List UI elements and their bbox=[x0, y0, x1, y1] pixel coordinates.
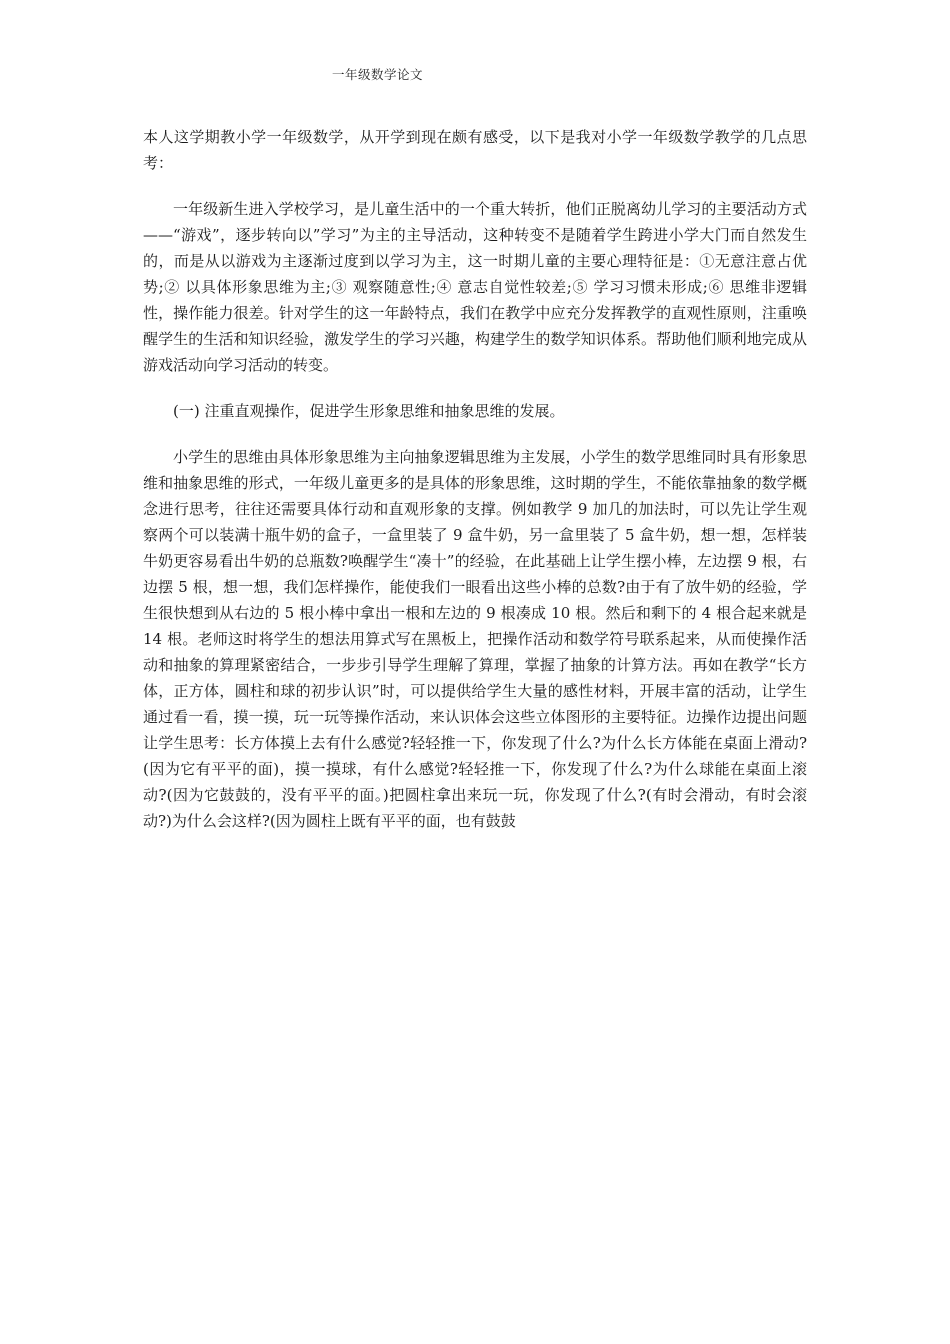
intro-paragraph: 本人这学期教小学一年级数学，从开学到现在颇有感受，以下是我对小学一年级数学教学的几点思考： bbox=[143, 128, 807, 172]
background-paragraph: 一年级新生进入学校学习，是儿童生活中的一个重大转折，他们正脱离幼儿学习的主要活动方式——“游戏”，逐步转向以”学习”为主的主导活动，这种转变不是随着学生跨进小学大门而自然发生的，而是从以游戏为主逐渐过度到以学习为主，这一时期儿童的主要心理特征是：①无意注意占优势;② 以具体形象思维为主;③ 观察随意性;④ 意志自觉性较差;⑤ 学习习惯未形成;⑥ 思维非逻辑性，操作能力很差。针对学生的这一年龄特点，我们在教学中应充分发挥教学的直观性原则，注重唤醒学生的生活和知识经验，激发学生的学习兴趣，构建学生的数学知识体系。帮助他们顺利地完成从游戏活动向学习活动的转变。 bbox=[143, 200, 807, 374]
document-body bbox=[143, 124, 807, 854]
page-header: 一年级数学论文 bbox=[332, 67, 424, 82]
section-heading: (一) 注重直观操作，促进学生形象思维和抽象思维的发展。 bbox=[173, 402, 565, 420]
section-paragraph: 小学生的思维由具体形象思维为主向抽象逻辑思维为主发展，小学生的数学思维同时具有形象思维和抽象思维的形式，一年级儿童更多的是具体的形象思维，这时期的学生，不能依靠抽象的数学概念进行思考，往往还需要具体行动和直观形象的支撑。例如教学 9 加几的加法时，可以先让学生观察两个可以装满十瓶牛奶的盒子，一盒里装了 9 盒牛奶，另一盒里装了 5 盒牛奶，想一想，怎样装牛奶更容易看出牛奶的总瓶数?唤醒学生“凑十”的经验，在此基础上让学生摆小棒，左边摆 9 根，右边摆 5 根，想一想，我们怎样操作，能使我们一眼看出这些小棒的总数?由于有了放牛奶的经验，学生很快想到从右边的 5 根小棒中拿出一根和左边的 9 根凑成 10 根。然后和剩下的 4 根合起来就是 14 根。老师这时将学生的想法用算式写在黑板上，把操作活动和数学符号联系起来，从而使操作活动和抽象的算理紧密结合，一步步引导学生理解了算理，掌握了抽象的计算方法。再如在教学“长方体，正方体，圆柱和球的初步认识”时，可以提供给学生大量的感性材料，开展丰富的活动，让学生通过看一看，摸一摸，玩一玩等操作活动，来认识体会这些立体图形的主要特征。边操作边提出问题让学生思考：长方体摸上去有什么感觉?轻轻推一下，你发现了什么?为什么长方体能在桌面上滑动?(因为它有平平的面)，摸一摸球，有什么感觉?轻轻推一下，你发现了什么?为什么球能在桌面上滚动?(因为它鼓鼓的，没有平平的面。)把圆柱拿出来玩一玩，你发现了什么?(有时会滑动，有时会滚动?)为什么会这样?(因为圆柱上既有平平的面，也有鼓鼓 bbox=[143, 448, 807, 830]
